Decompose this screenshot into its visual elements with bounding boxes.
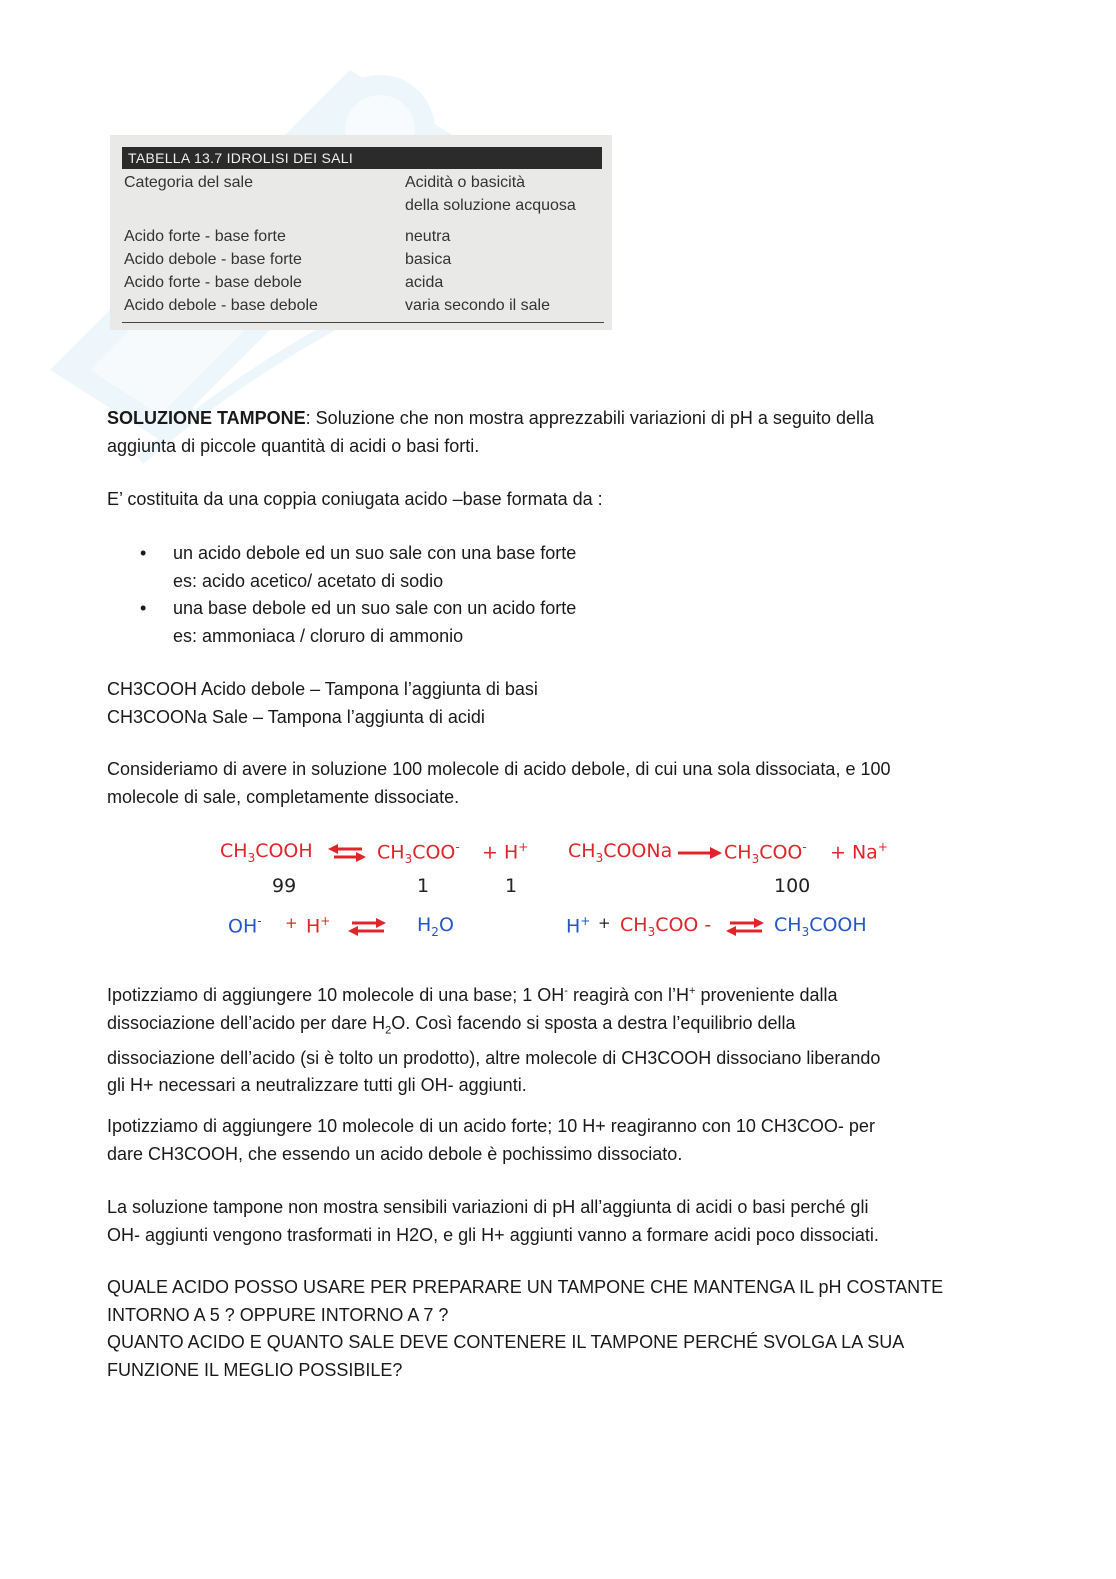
equation-acetate-ion-3: $CH_3COO$ - <box>620 914 712 939</box>
table-cell: Acido forte - base debole <box>124 274 302 291</box>
equation-acetate-ion: $CH_3COO^-$ <box>377 840 460 867</box>
table-header-result-line1: Acidità o basicità <box>405 174 526 191</box>
equation-salt: $CH_3COONa$ <box>568 840 673 865</box>
count-salt-ion: 100 <box>774 875 811 897</box>
equilibrium-arrow-icon <box>726 917 766 937</box>
reaction-arrow-icon <box>678 845 722 861</box>
table-bottom-rule <box>122 322 604 323</box>
count-ion: 1 <box>417 875 430 897</box>
list-item: • una base debole ed un suo sale con un acido forte es: ammoniaca / cloruro di ammonio <box>140 595 576 650</box>
table-cell: neutra <box>405 228 451 245</box>
equation-hydroxide: OH- <box>228 914 262 938</box>
equation-water: $H_2O$ <box>417 914 454 939</box>
equation-sodium: + Na+ <box>830 840 888 864</box>
definition-term: SOLUZIONE TAMPONE <box>107 408 306 428</box>
table-cell: Acido debole - base forte <box>124 251 302 268</box>
equilibrium-arrow-icon <box>328 843 368 863</box>
equation-acetate-ion-2: $CH_3COO^-$ <box>724 840 807 867</box>
table-cell: varia secondo il sale <box>405 297 550 314</box>
table-cell: basica <box>405 251 452 268</box>
count-acid: 99 <box>272 875 297 897</box>
table-header-category: Categoria del sale <box>124 174 253 191</box>
table-cell: acida <box>405 274 444 291</box>
list-item: • un acido debole ed un suo sale con una base forte es: acido acetico/ acetato di sodio <box>140 540 576 595</box>
count-proton: 1 <box>505 875 518 897</box>
table-title: TABELLA 13.7 IDROLISI DEI SALI <box>122 147 602 169</box>
equation-plus: + <box>285 914 298 932</box>
intro-paragraph: E’ costituita da una coppia coniugata acido –base formata da : <box>107 489 603 509</box>
table-cell: Acido debole - base debole <box>124 297 318 314</box>
table-cell: Acido forte - base forte <box>124 228 286 245</box>
roles-paragraph: CH3COOH Acido debole – Tampona l’aggiunta di basi CH3COONa Sale – Tampona l’aggiunta di acidi <box>107 679 538 727</box>
table-column-category <box>124 171 394 317</box>
equation-h-2: H+ <box>566 914 591 938</box>
equation-h: H+ <box>306 914 331 938</box>
definition-paragraph <box>107 405 874 460</box>
questions-paragraph: QUALE ACIDO POSSO USARE PER PREPARARE UN TAMPONE CHE MANTENGA IL pH COSTANTE INTORNO A 5 ? OPPURE INTORNO A 7 ? QUANTO ACIDO E QUANTO SALE DEVE CONTENERE IL TAMPONE PERCHÉ SVOLGA LA SUA FUNZIONE IL MEGLIO POSSIBILE? <box>107 1277 944 1380</box>
acid-addition-paragraph: Ipotizziamo di aggiungere 10 molecole di un acido forte; 10 H+ reagiranno con 10 CH3COO- per dare CH3COOH, che essendo un acido debole è pochissimo dissociato. <box>107 1116 875 1164</box>
salt-hydrolysis-table <box>110 135 612 330</box>
equation-proton: + H+ <box>482 840 529 864</box>
summary-paragraph: La soluzione tampone non mostra sensibili variazioni di pH all’aggiunta di acidi o basi perché gli OH- aggiunti vengono trasformati in H2O, e gli H+ aggiunti vanno a formare acidi poco dissociati. <box>107 1197 879 1245</box>
consider-paragraph: Consideriamo di avere in soluzione 100 molecole di acido debole, di cui una sola dissociata, e 100 molecole di sale, completamente dissociate. <box>107 759 891 807</box>
definition-text-2: aggiunta di piccole quantità di acidi o basi forti. <box>107 435 480 456</box>
equation-acetic-acid: $CH_3COOH$ <box>774 914 867 939</box>
buffer-types-list <box>140 540 576 650</box>
base-addition-paragraph: Ipotizziamo di aggiungere 10 molecole di una base; 1 OH- reagirà con l’H+ proveniente dalla dissociazione dell’acido per dare $H_2O$. Così facendo si sposta a destra l’equilibrio della dissociazione dell’acido (si è tolto un prodotto), altre molecole di CH3COOH dissociano liberando gli H+ necessari a neutralizzare tutti gli OH- aggiunti. <box>107 985 881 1096</box>
definition-text: : Soluzione che non mostra apprezzabili variazioni di pH a seguito della <box>305 408 874 428</box>
table-header-result-line2: della soluzione acquosa <box>405 197 576 214</box>
equation-acid: $CH_3COOH$ <box>220 840 313 865</box>
table-column-result <box>405 171 605 317</box>
equation-plus-2: + <box>598 914 611 932</box>
equilibrium-arrow-icon <box>348 917 388 937</box>
